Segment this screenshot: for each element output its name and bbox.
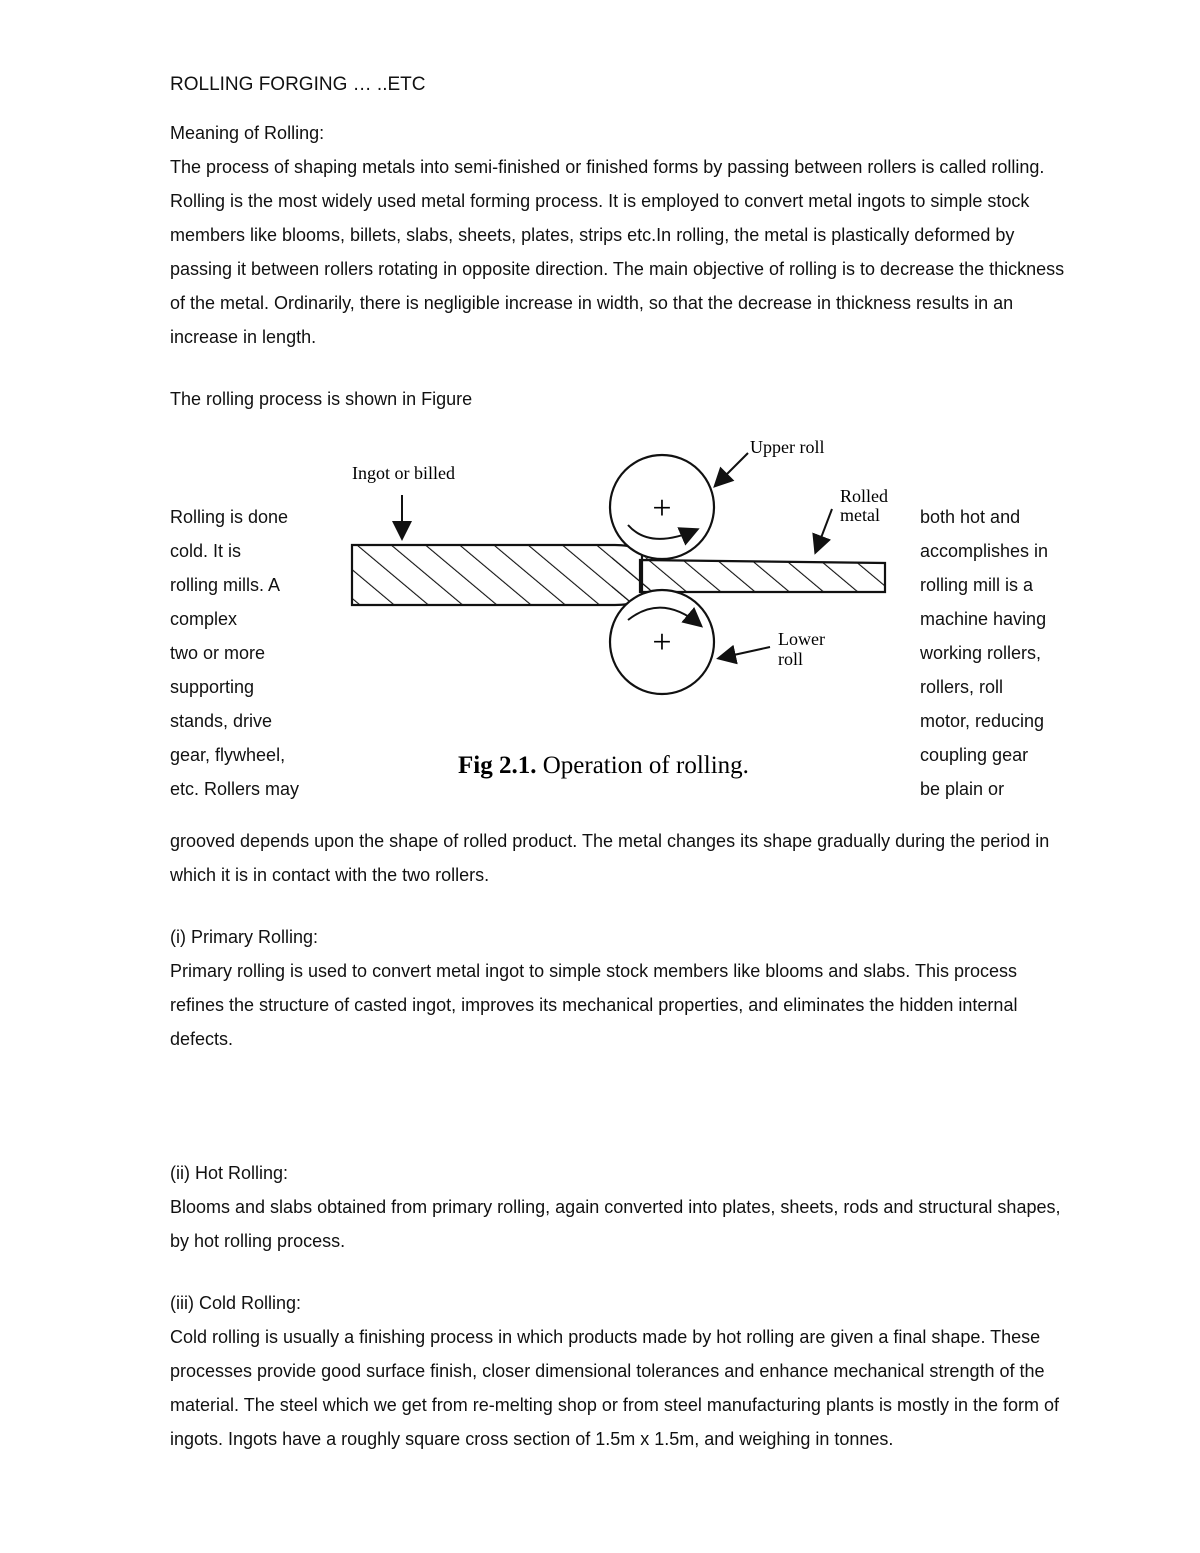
rolled-metal-label-2: metal [840,505,880,525]
figure-caption-bold: Fig 2.1. [458,752,537,779]
figure-caption-rest: Operation of rolling. [536,752,749,779]
wrap-right-line: be plain or [920,779,1005,799]
wrap-left-line: cold. It is [170,541,242,561]
wrap-right-line: both hot and [920,507,1021,527]
cold-paragraph: Cold rolling is usually a finishing process in which products made by hot rolling are given a final shape. These processes provide good surface finish, closer dimensional tolerances and enhance mechanical strength of the material. The steel which we get from re-melting shop or from steel manufacturing plants is mostly in the form of ingots. Ingots have a roughly square cross section of 1.5m x 1.5m, and weighing in tonnes. [170,1327,1060,1449]
primary-paragraph: Primary rolling is used to convert metal ingot to simple stock members like blooms and slabs. This process refines the structure of casted ingot, improves its mechanical properties, and eliminates the hidden internal defects. [170,961,1018,1049]
meaning-heading: Meaning of Rolling: [170,123,325,143]
rolled-metal-pointer [816,509,832,551]
wrap-right-line: rolling mill is a [920,575,1034,595]
figure-intro: The rolling process is shown in Figure [170,389,473,409]
upper-roll-plus: + [652,490,672,527]
rolled-metal-label-1: Rolled [840,486,888,506]
ingot-shape [352,545,642,605]
wrap-left-line: Rolling is done [170,507,289,527]
wrap-left-line: etc. Rollers may [170,779,300,799]
wrap-right-column [920,500,1080,806]
primary-heading: (i) Primary Rolling: [170,927,319,947]
document-title: ROLLING FORGING … ..ETC [170,74,426,95]
wrap-right-line: rollers, roll [920,677,1004,697]
lower-roll-plus: + [652,624,672,661]
wrap-right-line: coupling gear [920,745,1029,765]
wrap-right-line: motor, reducing [920,711,1045,731]
wrap-left-line: two or more [170,643,266,663]
rolled-metal-shape [640,560,885,592]
wrap-left-column [170,500,340,806]
cold-heading: (iii) Cold Rolling: [170,1293,302,1313]
lower-roll-label-2: roll [778,649,803,669]
upper-roll-pointer [716,453,748,485]
rolling-figure [350,425,910,795]
upper-roll-label: Upper roll [750,437,825,457]
wrap-left-line: stands, drive [170,711,273,731]
rolling-diagram [350,425,910,795]
hot-heading: (ii) Hot Rolling: [170,1163,289,1183]
wrap-right-line: working rollers, [920,643,1042,663]
wrap-left-line: supporting [170,677,255,697]
ingot-label: Ingot or billed [352,463,455,483]
meaning-paragraph: The process of shaping metals into semi-finished or finished forms by passing between rollers is called rolling. Rolling is the most widely used metal forming process. It is employed to convert metal ingots to simple stock members like blooms, billets, slabs, sheets, plates, strips etc.In rolling, the metal is plastically deformed by passing it between rollers rotating in opposite direction. The main objective of rolling is to decrease the thickness of the metal. Ordinarily, there is negligible increase in width, so that the decrease in thickness results in an increase in length. [170,157,1065,347]
wrap-right-line: accomplishes in [920,541,1049,561]
wrap-left-line: rolling mills. A [170,575,281,595]
lower-roll-label-1: Lower [778,629,825,649]
lower-roll-pointer [720,647,770,658]
wrap-right-line: machine having [920,609,1047,629]
wrap-left-line: complex [170,609,238,629]
figure-caption [458,752,749,779]
hot-paragraph: Blooms and slabs obtained from primary rolling, again converted into plates, sheets, rods and structural shapes, by hot rolling process. [170,1197,1061,1251]
wrap-left-line: gear, flywheel, [170,745,286,765]
after-figure-paragraph: grooved depends upon the shape of rolled product. The metal changes its shape gradually during the period in which it is in contact with the two rollers. [170,831,1050,885]
